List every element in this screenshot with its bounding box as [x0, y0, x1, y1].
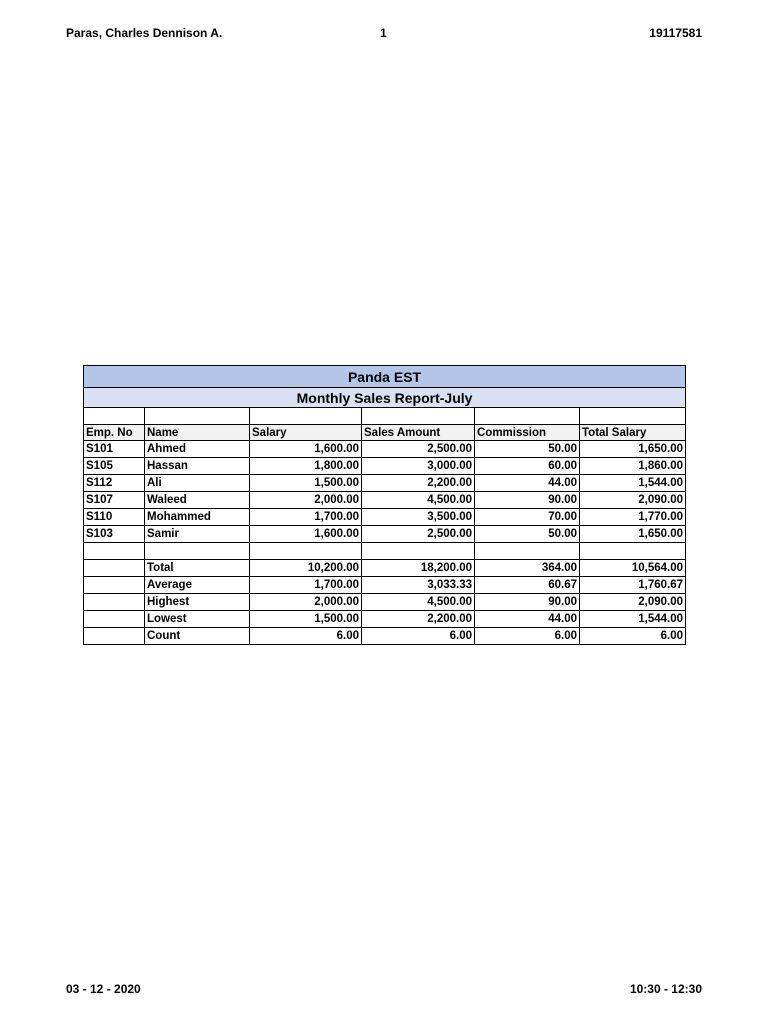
- sales-amount-cell: 2,500.00: [362, 526, 475, 543]
- summary-total-salary: 2,090.00: [580, 594, 686, 611]
- sales-report-table: [83, 365, 686, 645]
- summary-label: Highest: [145, 594, 250, 611]
- column-header: Sales Amount: [362, 425, 475, 441]
- sales-amount-cell: 3,000.00: [362, 458, 475, 475]
- summary-sales-amount: 6.00: [362, 628, 475, 645]
- footer-date: 03 - 12 - 2020: [66, 982, 141, 996]
- emp-no-cell: S101: [84, 441, 145, 458]
- empty-cell: [145, 543, 250, 560]
- commission-cell: 70.00: [475, 509, 580, 526]
- table-row: [84, 526, 686, 543]
- column-header: Emp. No: [84, 425, 145, 441]
- summary-commission: 364.00: [475, 560, 580, 577]
- empty-cell: [84, 628, 145, 645]
- summary-total-salary: 10,564.00: [580, 560, 686, 577]
- summary-label: Average: [145, 577, 250, 594]
- name-cell: Ali: [145, 475, 250, 492]
- empty-cell: [84, 594, 145, 611]
- sales-amount-cell: 2,500.00: [362, 441, 475, 458]
- summary-salary: 1,700.00: [250, 577, 362, 594]
- commission-cell: 60.00: [475, 458, 580, 475]
- summary-salary: 2,000.00: [250, 594, 362, 611]
- summary-row: [84, 560, 686, 577]
- sales-amount-cell: 4,500.00: [362, 492, 475, 509]
- summary-commission: 6.00: [475, 628, 580, 645]
- column-header: Salary: [250, 425, 362, 441]
- name-cell: Waleed: [145, 492, 250, 509]
- empty-cell: [84, 611, 145, 628]
- name-cell: Ahmed: [145, 441, 250, 458]
- salary-cell: 1,700.00: [250, 509, 362, 526]
- empty-cell: [84, 560, 145, 577]
- empty-cell: [362, 543, 475, 560]
- summary-salary: 6.00: [250, 628, 362, 645]
- name-cell: Hassan: [145, 458, 250, 475]
- total-salary-cell: 1,770.00: [580, 509, 686, 526]
- column-header-row: [84, 425, 686, 441]
- footer-time: 10:30 - 12:30: [629, 982, 702, 996]
- summary-label: Total: [145, 560, 250, 577]
- empty-cell: [250, 543, 362, 560]
- sales-amount-cell: 2,200.00: [362, 475, 475, 492]
- empty-cell: [84, 577, 145, 594]
- summary-row: [84, 628, 686, 645]
- summary-sales-amount: 3,033.33: [362, 577, 475, 594]
- total-salary-cell: 2,090.00: [580, 492, 686, 509]
- summary-sales-amount: 2,200.00: [362, 611, 475, 628]
- salary-cell: 1,800.00: [250, 458, 362, 475]
- salary-cell: 1,600.00: [250, 441, 362, 458]
- emp-no-cell: S110: [84, 509, 145, 526]
- summary-row: [84, 594, 686, 611]
- total-salary-cell: 1,650.00: [580, 441, 686, 458]
- summary-label: Lowest: [145, 611, 250, 628]
- report-title: Panda EST: [84, 366, 686, 388]
- summary-salary: 1,500.00: [250, 611, 362, 628]
- summary-commission: 44.00: [475, 611, 580, 628]
- table-row: [84, 458, 686, 475]
- summary-row: [84, 611, 686, 628]
- summary-commission: 90.00: [475, 594, 580, 611]
- header-author: Paras, Charles Dennison A.: [66, 26, 223, 40]
- name-cell: Samir: [145, 526, 250, 543]
- table-row: [84, 492, 686, 509]
- header-page-number: 1: [380, 26, 387, 40]
- salary-cell: 1,500.00: [250, 475, 362, 492]
- commission-cell: 50.00: [475, 441, 580, 458]
- total-salary-cell: 1,860.00: [580, 458, 686, 475]
- summary-total-salary: 1,544.00: [580, 611, 686, 628]
- sales-amount-cell: 3,500.00: [362, 509, 475, 526]
- table-row: [84, 509, 686, 526]
- commission-cell: 44.00: [475, 475, 580, 492]
- summary-total-salary: 1,760.67: [580, 577, 686, 594]
- salary-cell: 2,000.00: [250, 492, 362, 509]
- summary-salary: 10,200.00: [250, 560, 362, 577]
- salary-cell: 1,600.00: [250, 526, 362, 543]
- name-cell: Mohammed: [145, 509, 250, 526]
- summary-sales-amount: 18,200.00: [362, 560, 475, 577]
- total-salary-cell: 1,544.00: [580, 475, 686, 492]
- total-salary-cell: 1,650.00: [580, 526, 686, 543]
- summary-commission: 60.67: [475, 577, 580, 594]
- summary-label: Count: [145, 628, 250, 645]
- blank-row: [84, 408, 686, 425]
- header-student-id: 19117581: [649, 26, 702, 40]
- report-subtitle: Monthly Sales Report-July: [84, 388, 686, 408]
- empty-cell: [475, 543, 580, 560]
- column-header: Commission: [475, 425, 580, 441]
- table-row: [84, 441, 686, 458]
- emp-no-cell: S112: [84, 475, 145, 492]
- blank-row: [84, 543, 686, 560]
- commission-cell: 50.00: [475, 526, 580, 543]
- summary-row: [84, 577, 686, 594]
- empty-cell: [580, 543, 686, 560]
- column-header: Name: [145, 425, 250, 441]
- commission-cell: 90.00: [475, 492, 580, 509]
- column-header: Total Salary: [580, 425, 686, 441]
- empty-cell: [84, 543, 145, 560]
- table-row: [84, 475, 686, 492]
- summary-sales-amount: 4,500.00: [362, 594, 475, 611]
- summary-total-salary: 6.00: [580, 628, 686, 645]
- emp-no-cell: S107: [84, 492, 145, 509]
- emp-no-cell: S105: [84, 458, 145, 475]
- emp-no-cell: S103: [84, 526, 145, 543]
